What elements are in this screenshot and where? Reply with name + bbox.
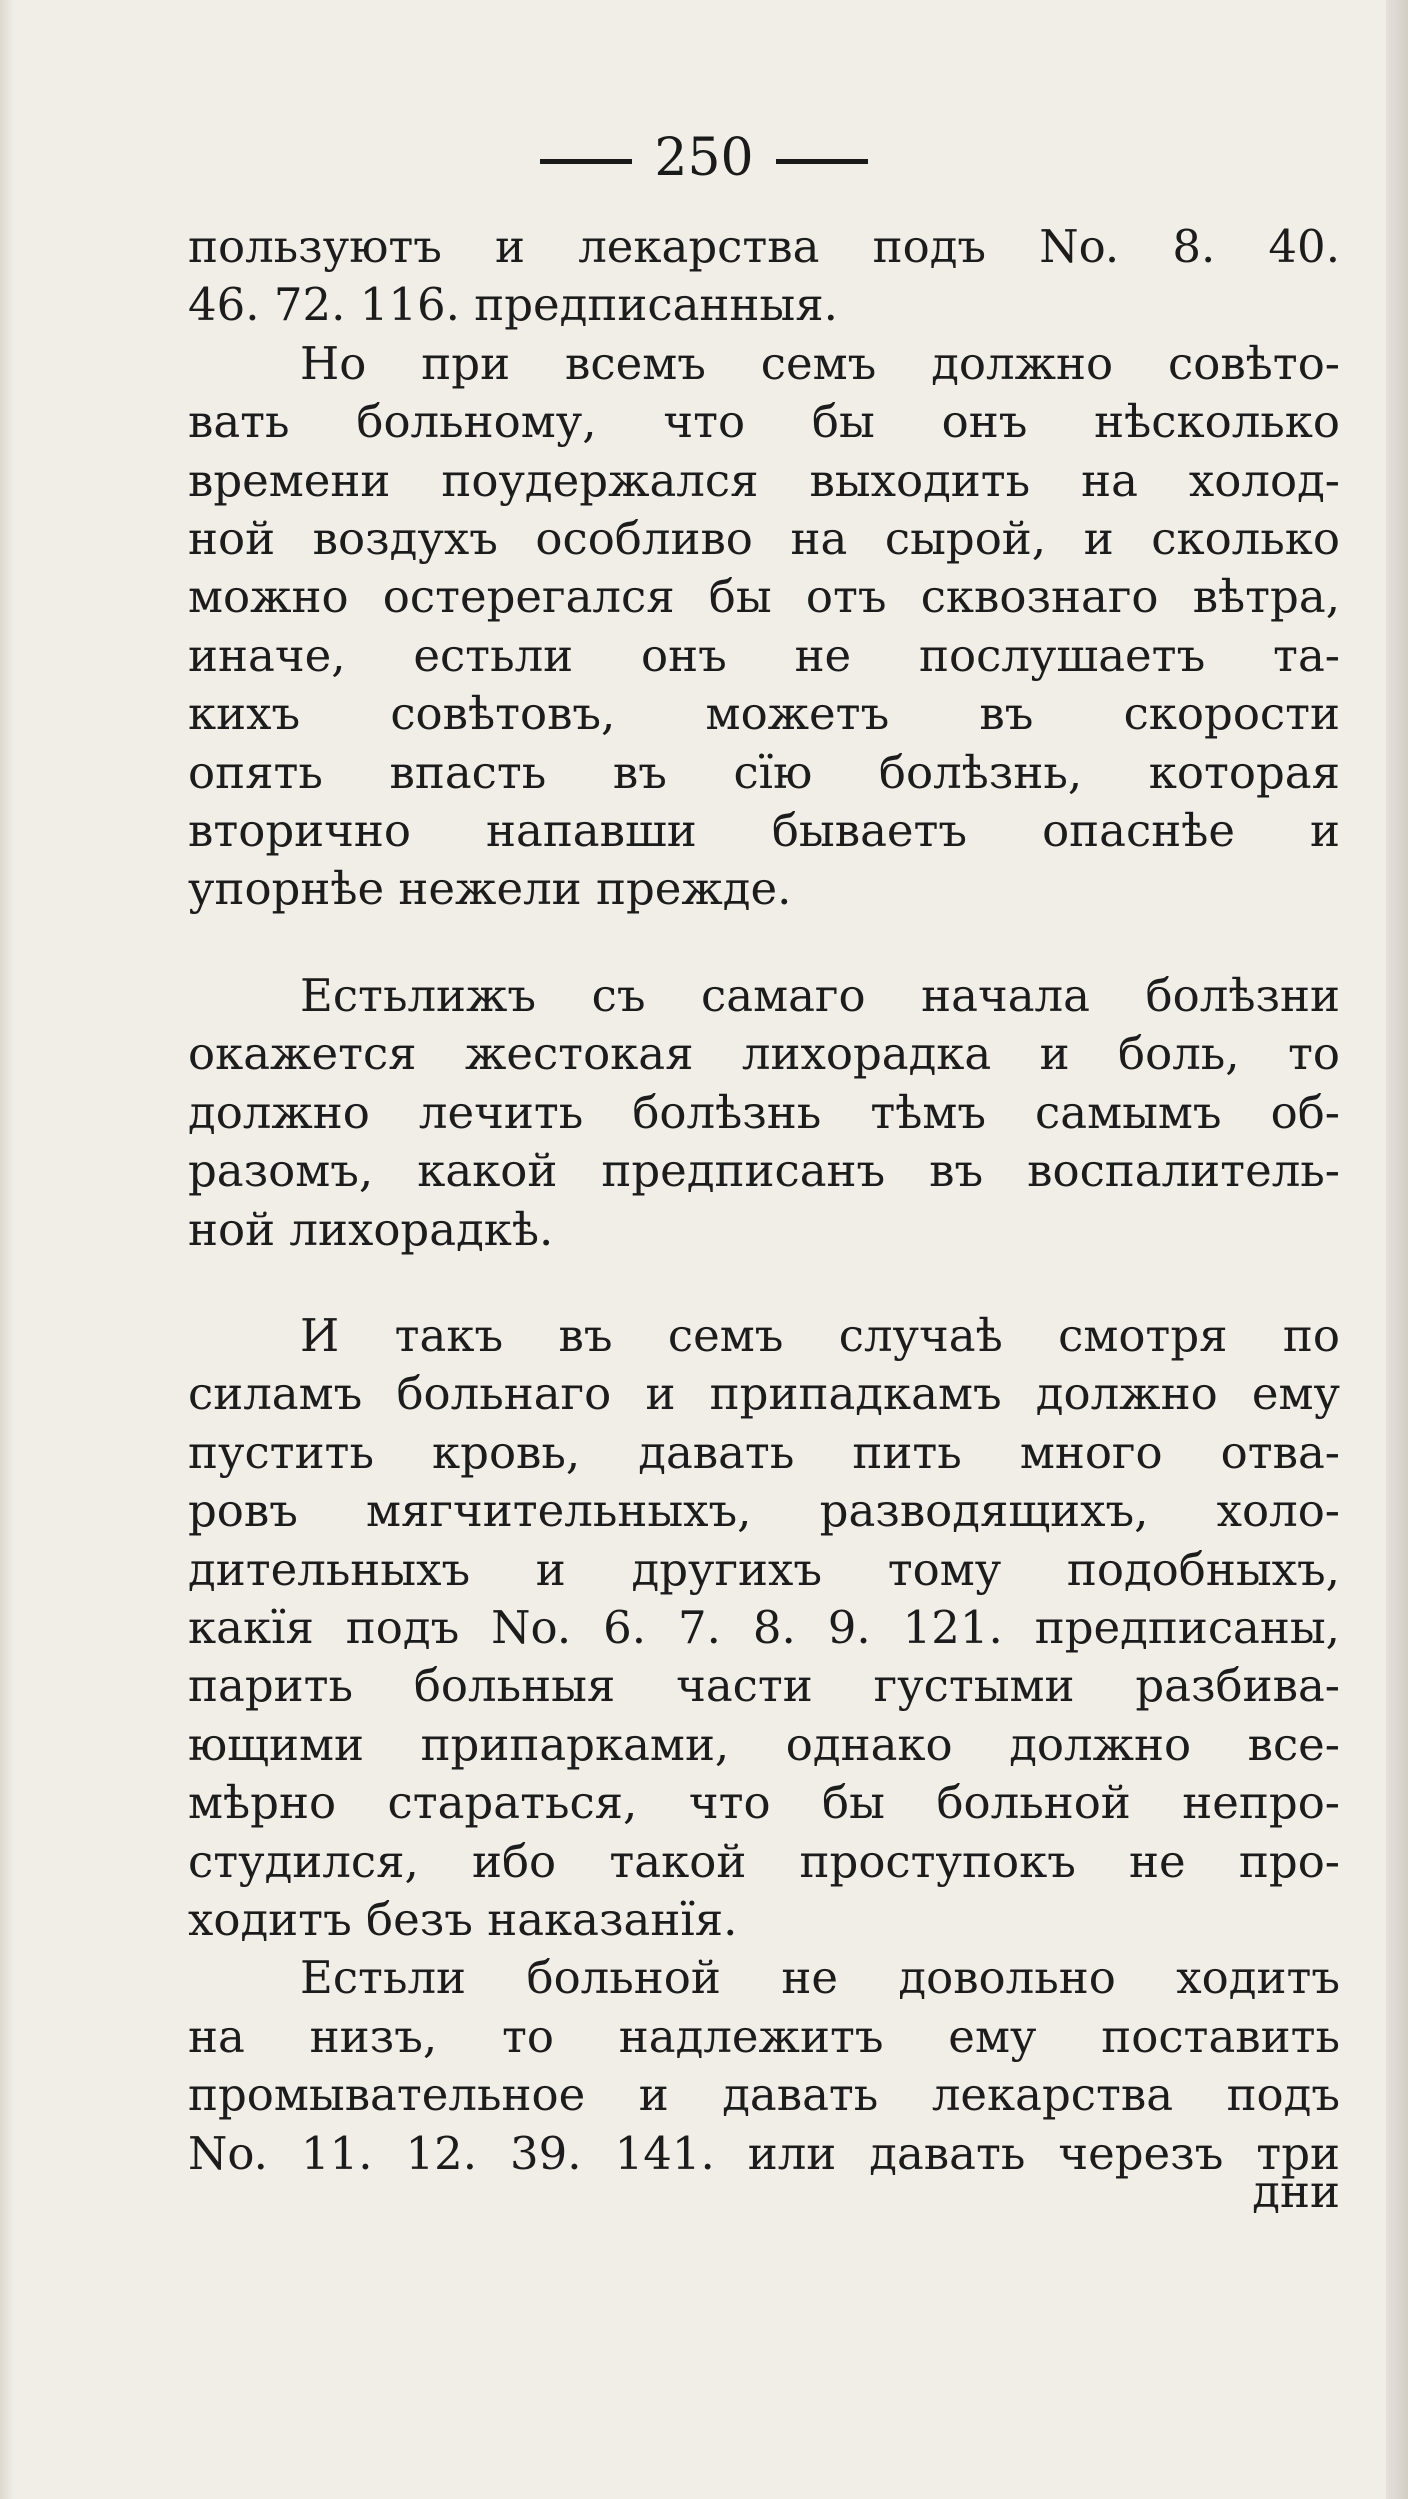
text-line: вать больному, что бы онъ нѣсколько [188, 395, 1340, 449]
text-line: опять впасть въ сїю болѣзнь, которая [188, 745, 1340, 799]
text-line: окажется жестокая лихорадка и боль, то [188, 1027, 1340, 1081]
text-line: на низъ, то надлежитъ ему поставить [188, 2009, 1340, 2063]
paragraph-gap [188, 1259, 1340, 1307]
text-line: ной воздухъ особливо на сырой, и сколько [188, 512, 1340, 566]
text-line: Но при всемъ семъ должно совѣто- [300, 336, 1340, 390]
text-line: кихъ совѣтовъ, можетъ въ скорости [188, 687, 1340, 741]
header-dash-left [540, 159, 632, 164]
paragraph-2 [188, 335, 1340, 919]
paragraph-1 [188, 218, 1340, 335]
text-line: студился, ибо такой проступокъ не про- [188, 1834, 1340, 1888]
text-line: ной лихорадкѣ. [188, 1202, 554, 1256]
text-line: No. 11. 12. 39. 141. или давать черезъ три [188, 2126, 1340, 2180]
text-line: промывательное и давать лекарства подъ [188, 2068, 1340, 2122]
page-number: 250 [654, 128, 754, 188]
text-line: пустить кровь, давать пить много отва- [188, 1425, 1340, 1479]
text-line: силамъ больнаго и припадкамъ должно ему [188, 1367, 1340, 1421]
page-header [0, 128, 1408, 188]
page-left-edge [0, 0, 14, 2499]
page-right-edge [1386, 0, 1408, 2499]
text-line: ровъ мягчительныхъ, разводящихъ, холо- [188, 1484, 1340, 1538]
catchword: дни [1252, 2165, 1340, 2218]
text-line: времени поудержался выходить на холод- [188, 453, 1340, 507]
paragraph-4 [188, 1307, 1340, 1949]
paragraph-gap [188, 919, 1340, 967]
paragraph-5 [188, 1949, 1340, 2183]
text-line: пользуютъ и лекарства подъ No. 8. 40. [188, 220, 1340, 273]
text-line: дительныхъ и другихъ тому подобныхъ, [188, 1542, 1340, 1596]
text-line: иначе, естьли онъ не послушаетъ та- [188, 628, 1340, 682]
text-line: И такъ въ семъ случаѣ смотря по [300, 1308, 1340, 1362]
text-line: разомъ, какой предписанъ въ воспалитель- [188, 1144, 1340, 1198]
text-line: ходитъ безъ наказанїя. [188, 1892, 738, 1946]
text-line: мѣрно стараться, что бы больной непро- [188, 1776, 1340, 1830]
text-line: парить больныя части густыми разбива- [188, 1659, 1340, 1713]
text-line: можно остерегался бы отъ сквознаго вѣтра, [188, 570, 1340, 624]
text-line: ющими припарками, однако должно все- [188, 1717, 1340, 1771]
text-line: вторично напавши бываетъ опаснѣе и [188, 804, 1340, 858]
text-line: Естьлижъ съ самаго начала болѣзни [300, 968, 1340, 1022]
body-text [188, 218, 1340, 2183]
header-dash-right [776, 159, 868, 164]
text-line: 46. 72. 116. предписанныя. [188, 278, 838, 332]
text-line: должно лечить болѣзнь тѣмъ самымъ об- [188, 1085, 1340, 1139]
text-line: какїя подъ No. 6. 7. 8. 9. 121. предписаны, [188, 1600, 1340, 1654]
paragraph-3 [188, 967, 1340, 1259]
text-line: Естьли больной не довольно ходитъ [300, 1951, 1340, 2005]
text-line: упорнѣе нежели прежде. [188, 862, 792, 916]
